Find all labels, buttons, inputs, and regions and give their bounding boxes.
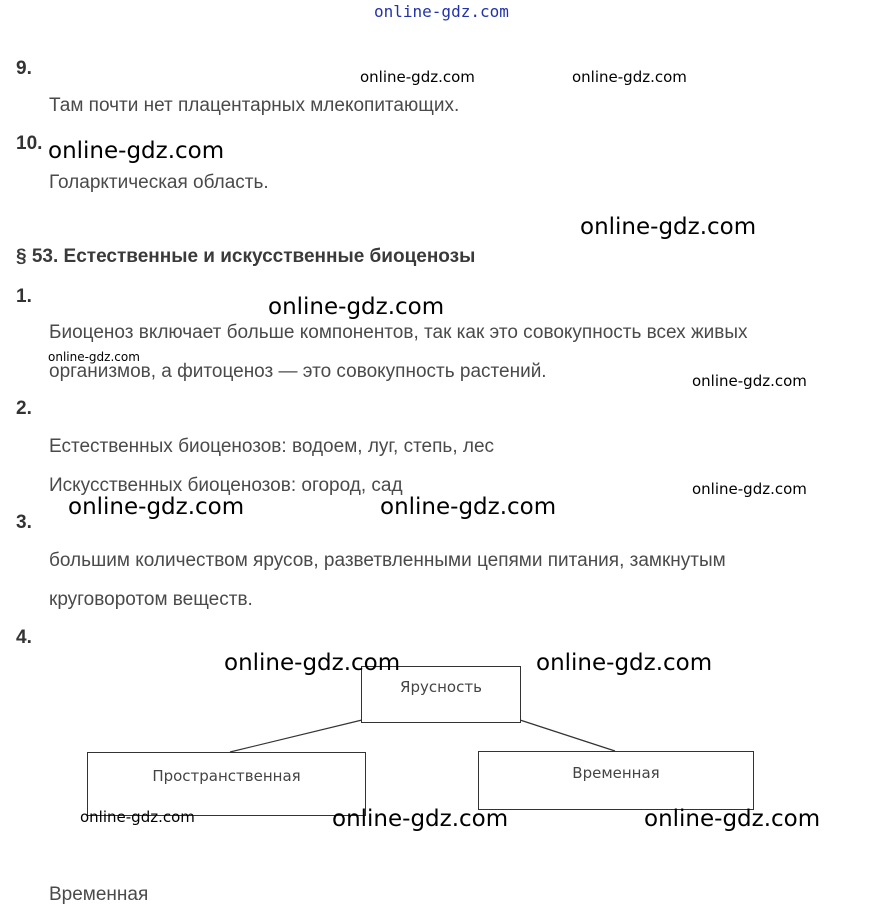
watermark: online-gdz.com	[268, 294, 445, 320]
answer-number-4: 4.	[16, 627, 32, 648]
watermark: online-gdz.com	[380, 494, 557, 520]
watermark: online-gdz.com	[572, 68, 687, 86]
watermark: online-gdz.com	[68, 494, 245, 520]
watermark-top: online-gdz.com	[374, 2, 509, 21]
watermark: online-gdz.com	[580, 214, 757, 240]
watermark: online-gdz.com	[644, 806, 821, 832]
diagram-child-box-spatial	[87, 752, 366, 816]
diagram-child-label-spatial: Пространственная	[152, 767, 301, 785]
diagram-root-label: Ярусность	[400, 678, 482, 696]
watermark: online-gdz.com	[360, 68, 475, 86]
answer-number-1: 1.	[16, 286, 32, 307]
item-number-9: 9.	[16, 58, 32, 79]
watermark: online-gdz.com	[692, 372, 807, 390]
watermark: online-gdz.com	[536, 650, 713, 676]
answer-3-line-2: круговоротом веществ.	[49, 589, 253, 610]
answer-1-line-2: организмов, а фитоценоз — это совокупность растений.	[49, 361, 547, 382]
section-title: § 53. Естественные и искусственные биоценозы	[16, 246, 476, 267]
item-answer-9: Там почти нет плацентарных млекопитающих.	[49, 95, 460, 116]
final-answer: Временная	[49, 884, 149, 905]
watermark: online-gdz.com	[224, 650, 401, 676]
watermark: online-gdz.com	[332, 806, 509, 832]
watermark: online-gdz.com	[692, 480, 807, 498]
connector-right	[520, 720, 615, 751]
answer-2-line-1: Естественных биоценозов: водоем, луг, степь, лес	[49, 436, 495, 457]
diagram-child-box-temporal	[478, 751, 754, 810]
answer-2-line-2: Искусственных биоценозов: огород, сад	[49, 475, 403, 496]
watermark: online-gdz.com	[48, 350, 140, 364]
item-number-10: 10.	[16, 133, 43, 154]
answer-1-line-1: Биоценоз включает больше компонентов, так как это совокупность всех живых	[49, 322, 748, 343]
watermark: online-gdz.com	[80, 808, 195, 826]
connector-left	[230, 720, 362, 752]
diagram-child-label-temporal: Временная	[572, 764, 660, 782]
watermark: online-gdz.com	[48, 138, 225, 164]
answer-number-3: 3.	[16, 512, 32, 533]
answer-number-2: 2.	[16, 398, 32, 419]
item-answer-10: Голарктическая область.	[49, 172, 269, 193]
answer-3-line-1: большим количеством ярусов, разветвленными цепями питания, замкнутым	[49, 550, 726, 571]
